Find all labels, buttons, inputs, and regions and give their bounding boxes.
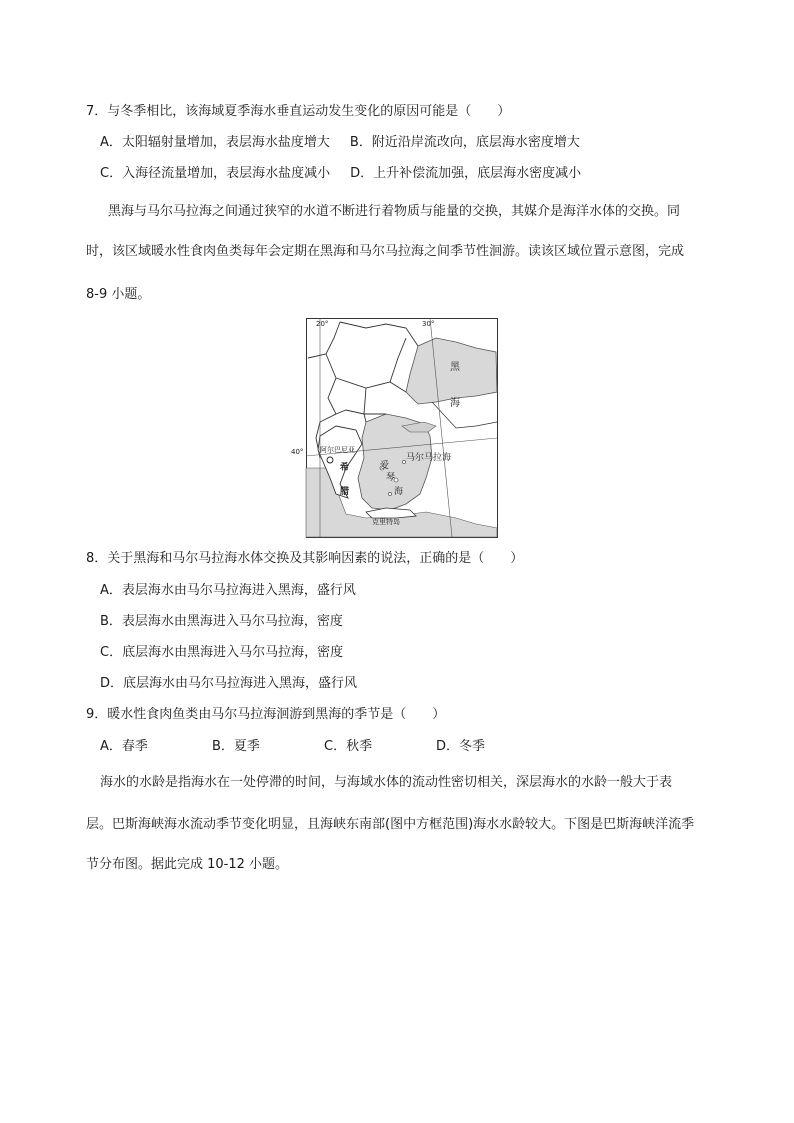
- passage2-line2: 层。巴斯海峡海水流动季节变化明显，且海峡东南部(图中方框范围)海水水龄较大。下图是巴斯海峡洋流季: [86, 817, 695, 832]
- q7-option-d[interactable]: D．上升补偿流加强，底层海水密度减小: [350, 166, 582, 181]
- q8-option-a[interactable]: A．表层海水由马尔马拉海进入黑海，盛行风: [100, 583, 356, 598]
- q7-option-b[interactable]: B．附近沿岸流改向，底层海水密度增大: [349, 135, 580, 150]
- passage1-line3: 8-9 小题。: [86, 287, 151, 302]
- label-lon-30: 30°: [422, 319, 435, 328]
- location-marker: [327, 457, 333, 463]
- passage1-line2: 时，该区域暖水性食肉鱼类每年会定期在黑海和马尔马拉海之间季节性洄游。读该区域位置示意图，完成: [86, 244, 685, 259]
- q8-option-d[interactable]: D．底层海水由马尔马拉海进入黑海，盛行风: [100, 676, 358, 691]
- q9-option-d[interactable]: D．冬季: [436, 739, 486, 754]
- q7-stem: 7．与冬季相比，该海域夏季海水垂直运动发生变化的原因可能是（ ）: [86, 104, 511, 119]
- label-black-sea-1: 黑: [450, 362, 460, 373]
- label-aegean-3: 海: [394, 487, 404, 497]
- q7-option-a[interactable]: A．太阳辐射量增加，表层海水盐度增大: [100, 135, 330, 150]
- q7-option-row-1: [100, 135, 580, 151]
- region-map: [291, 318, 498, 538]
- q9-stem: 9．暖水性食肉鱼类由马尔马拉海洄游到黑海的季节是（ ）: [86, 707, 446, 722]
- island-4: [388, 492, 391, 495]
- label-greece-1: 希: [340, 463, 350, 473]
- q8-stem: 8．关于黑海和马尔马拉海水体交换及其影响因素的说法，正确的是（ ）: [86, 551, 524, 566]
- label-lat-40: 40°: [291, 448, 304, 456]
- q9-option-c[interactable]: C．秋季: [324, 739, 373, 754]
- label-aegean-2: 琴: [386, 473, 396, 483]
- passage2-line3: 节分布图。据此完成 10-12 小题。: [86, 857, 289, 872]
- label-black-sea-2: 海: [450, 398, 460, 409]
- q8-option-b[interactable]: B．表层海水由黑海进入马尔马拉海，密度: [100, 614, 343, 629]
- q9-option-a[interactable]: A．春季: [100, 739, 148, 754]
- passage2-line1: 海水的水龄是指海水在一处停滞的时间，与海域水体的流动性密切相关，深层海水的水龄一般大于表: [100, 775, 673, 790]
- passage1-line1: 黑海与马尔马拉海之间通过狭窄的水道不断进行着物质与能量的交换，其媒介是海洋水体的交换。同: [108, 204, 681, 219]
- label-marmara: 马尔马拉海: [406, 453, 452, 463]
- label-crete: 克里特岛: [372, 518, 400, 526]
- q8-option-c[interactable]: C．底层海水由黑海进入马尔马拉海，密度: [100, 645, 344, 660]
- label-aegean-1: 爱: [380, 461, 390, 471]
- label-greece-2: 腊: [340, 487, 350, 497]
- q9-option-b[interactable]: B．夏季: [212, 739, 260, 754]
- q7-option-row-2: [100, 166, 581, 182]
- label-lon-20: 20°: [316, 319, 329, 328]
- label-albania: 阿尔巴尼亚: [320, 446, 355, 454]
- q7-option-c[interactable]: C．入海径流量增加，表层海水盐度减小: [100, 166, 331, 181]
